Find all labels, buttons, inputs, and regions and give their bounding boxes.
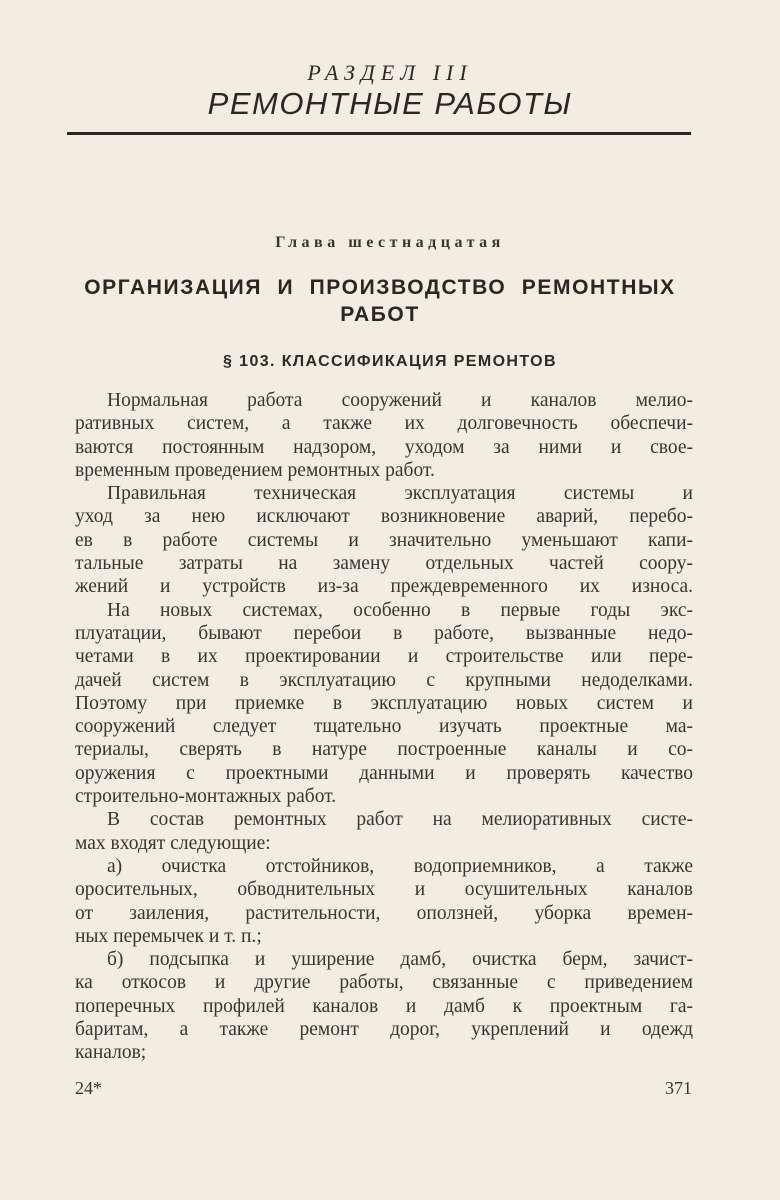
body-line: временным проведением ремонтных работ.	[75, 459, 435, 481]
body-line: В состав ремонтных работ на мелиоративных систе-	[107, 809, 693, 831]
signature-mark: 24*	[75, 1078, 102, 1098]
body-line: а) очистка отстойников, водоприемников, а также	[107, 855, 693, 877]
body-line: б) подсыпка и уширение дамб, очистка берм, зачист-	[107, 949, 693, 971]
body-line: ваются постоянным надзором, уходом за ними и свое-	[75, 436, 693, 458]
chapter-title	[67, 274, 693, 328]
body-line: Поэтому при приемке в эксплуатацию новых систем и	[75, 692, 693, 714]
body-line: На новых системах, особенно в первые годы экс-	[107, 599, 693, 621]
body-line: баритам, а также ремонт дорог, укреплений и одежд	[75, 1019, 693, 1041]
body-line: оросительных, обводнительных и осушительных каналов	[75, 879, 693, 901]
body-line: ев в работе системы и значительно уменьшают капи-	[75, 529, 693, 551]
header-rule	[67, 132, 691, 135]
body-line: жений и устройств из-за преждевременного их износа.	[75, 576, 693, 598]
section-title: РЕМОНТНЫЕ РАБОТЫ	[207, 86, 573, 121]
body-text	[75, 389, 693, 1065]
section-label: РАЗДЕЛ III	[307, 60, 473, 85]
body-line: ративных систем, а также их долговечность обеспечи-	[75, 413, 693, 435]
body-line: уход за нею исключают возникновение аварий, перебо-	[75, 506, 693, 528]
body-line: ных перемычек и т. п.;	[75, 925, 262, 947]
body-line: Нормальная работа сооружений и каналов мелио-	[107, 390, 693, 411]
body-line: дачей систем в эксплуатацию с крупными недоделками.	[75, 669, 693, 691]
chapter-label: Глава шестнадцатая	[275, 234, 505, 251]
body-line: мах входят следующие:	[75, 832, 271, 854]
body-line: каналов;	[75, 1042, 147, 1064]
body-line: териалы, сверять в натуре построенные каналы и со-	[75, 739, 693, 761]
body-line: четами в их проектировании и строительстве или пере-	[75, 646, 693, 668]
page-number: 371	[665, 1078, 692, 1098]
subsection-title: § 103. КЛАССИФИКАЦИЯ РЕМОНТОВ	[223, 353, 557, 370]
body-line: от заиления, растительности, оползней, уборка времен-	[75, 902, 693, 924]
body-line: поперечных профилей каналов и дамб к проектным га-	[75, 995, 693, 1017]
chapter-title-line-1: ОРГАНИЗАЦИЯ И ПРОИЗВОДСТВО РЕМОНТНЫХ	[84, 276, 676, 299]
body-line: строительно-монтажных работ.	[75, 786, 337, 808]
body-line: оружения с проектными данными и проверять качество	[75, 762, 693, 784]
chapter-title-line-2: РАБОТ	[340, 303, 420, 326]
body-line: сооружений следует тщательно изучать проектные ма-	[75, 716, 693, 738]
body-line: Правильная техническая эксплуатация системы и	[107, 483, 693, 505]
body-line: ка откосов и другие работы, связанные с приведением	[75, 972, 693, 994]
body-line: тальные затраты на замену отдельных частей соору-	[75, 553, 693, 575]
body-line: плуатации, бывают перебои в работе, вызванные недо-	[75, 622, 693, 644]
